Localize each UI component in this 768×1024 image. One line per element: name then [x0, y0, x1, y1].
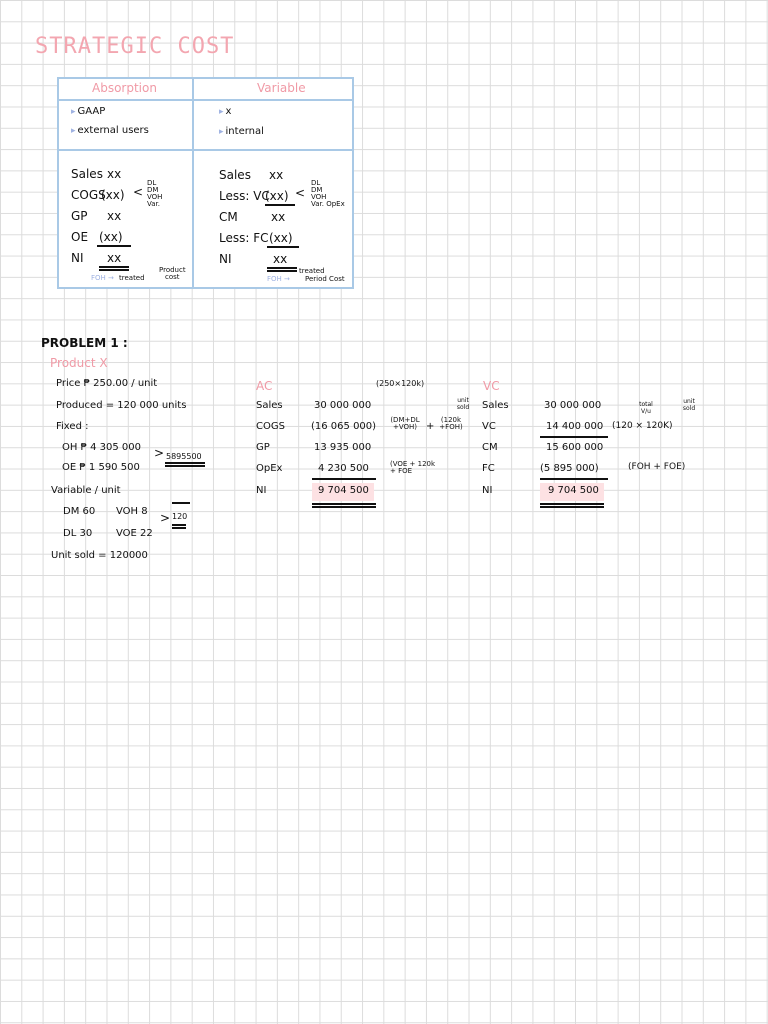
statement-label: GP — [71, 209, 88, 223]
vc-components: DL DM VOH Var. OpEx — [311, 179, 345, 208]
variable-dl: DL 30 — [63, 528, 93, 539]
underline — [540, 436, 608, 438]
unit-sold-note: unit sold — [456, 397, 470, 411]
ac-header: AC — [256, 379, 273, 393]
statement-value: xx — [273, 252, 288, 266]
ac-value: 30 000 000 — [314, 400, 372, 411]
total-note: total V/u — [639, 401, 653, 415]
ac-label: GP — [256, 442, 270, 453]
brace-icon: > — [160, 511, 171, 525]
arrow-icon: < — [295, 186, 306, 200]
brace-icon: > — [154, 446, 165, 460]
underline — [97, 245, 131, 247]
fixed-total: 5895500 — [166, 452, 202, 461]
absorption-point: ▸ external users — [71, 125, 149, 136]
double-underline — [540, 503, 604, 505]
statement-value: (xx) — [265, 189, 289, 203]
variable-voe: VOE 22 — [116, 528, 153, 539]
ac-label: Sales — [256, 400, 283, 411]
statement-value: (xx) — [269, 231, 293, 245]
vc-label: CM — [482, 442, 498, 453]
vc-value: 9 704 500 — [548, 485, 599, 496]
bullet-icon: ▸ — [219, 107, 224, 117]
ac-label: NI — [256, 485, 267, 496]
statement-label: Sales — [71, 167, 103, 181]
vc-label: FC — [482, 463, 495, 474]
variable-point: ▸ x — [219, 106, 232, 117]
treated-note: treated — [299, 267, 325, 275]
overline — [172, 502, 190, 504]
opex-note: (VOE + 120k + FOE — [390, 460, 436, 475]
vc-label: NI — [482, 485, 493, 496]
cogs-note: (DM+DL +VOH) — [390, 416, 420, 431]
double-underline — [165, 465, 205, 467]
ac-label: OpEx — [256, 463, 283, 474]
page-title: STRATEGIC COST — [35, 34, 235, 59]
double-underline — [267, 267, 297, 269]
double-underline — [540, 506, 604, 508]
price-line: Price ₱ 250.00 / unit — [56, 378, 158, 389]
underline — [267, 246, 299, 248]
statement-label: Sales — [219, 168, 251, 182]
variable-label: Variable / unit — [51, 485, 121, 496]
cost-type-note: Period Cost — [305, 275, 345, 283]
table-column-divider — [192, 79, 194, 287]
statement-value: xx — [107, 167, 122, 181]
statement-value: xx — [107, 251, 122, 265]
cost-type-note: Product cost — [159, 266, 186, 281]
absorption-header: Absorption — [92, 81, 157, 95]
fixed-oh: OH ₱ 4 305 000 — [62, 442, 142, 453]
table-divider — [59, 149, 352, 151]
bullet-icon: ▸ — [71, 126, 76, 136]
vc-value: 30 000 000 — [544, 400, 602, 411]
unit-sold-line: Unit sold = 120000 — [51, 550, 148, 561]
double-underline — [99, 266, 129, 268]
double-underline — [312, 503, 376, 505]
sales-note: (250×120k) — [376, 379, 425, 388]
variable-total: 120 — [172, 512, 188, 521]
underline — [540, 478, 608, 480]
variable-dm: DM 60 — [63, 506, 96, 517]
unit-sold-note: unit sold — [682, 398, 696, 412]
variable-voh: VOH 8 — [116, 506, 148, 517]
bullet-icon: ▸ — [71, 107, 76, 117]
double-underline — [267, 270, 297, 272]
table-divider — [59, 99, 352, 101]
vc-note: (120 × 120K) — [612, 421, 673, 431]
statement-label: NI — [219, 252, 232, 266]
cogs-note: (120k +FOH) — [439, 416, 463, 431]
fixed-label: Fixed : — [56, 421, 89, 432]
vc-value: (5 895 000) — [540, 463, 599, 474]
vc-value: 14 400 000 — [546, 421, 604, 432]
ac-value: 9 704 500 — [318, 485, 369, 496]
statement-value: xx — [269, 168, 284, 182]
underline — [265, 204, 295, 206]
statement-label: Less: FC — [219, 231, 269, 245]
statement-value: xx — [107, 209, 122, 223]
statement-label: OE — [71, 230, 89, 244]
fc-note: (FOH + FOE) — [628, 462, 686, 472]
double-underline — [172, 527, 186, 529]
ac-value: 13 935 000 — [314, 442, 372, 453]
vc-label: Sales — [482, 400, 509, 411]
plus-sign: + — [426, 421, 435, 432]
absorption-point: ▸ GAAP — [71, 106, 106, 117]
statement-label: COGS — [71, 188, 106, 202]
statement-value: xx — [271, 210, 286, 224]
vc-label: VC — [482, 421, 496, 432]
costing-comparison-table — [57, 77, 354, 289]
bullet-icon: ▸ — [219, 127, 224, 137]
arrow-icon: < — [133, 185, 144, 199]
variable-point: ▸ internal — [219, 126, 264, 137]
statement-label: Less: VC — [219, 189, 270, 203]
problem-heading: PROBLEM 1 : — [41, 336, 128, 350]
foh-note: FOH → — [267, 275, 290, 283]
product-label: Product X — [50, 356, 108, 370]
statement-value: (xx) — [99, 230, 123, 244]
statement-label: NI — [71, 251, 84, 265]
underline — [312, 478, 376, 480]
vc-value: 15 600 000 — [546, 442, 604, 453]
fixed-oe: OE ₱ 1 590 500 — [62, 462, 140, 473]
statement-label: CM — [219, 210, 238, 224]
foh-note: FOH → — [91, 274, 114, 282]
variable-header: Variable — [257, 81, 306, 95]
ac-label: COGS — [256, 421, 285, 432]
cogs-components: DL DM VOH Var. — [147, 179, 163, 208]
produced-line: Produced = 120 000 units — [56, 400, 187, 411]
vc-header: VC — [483, 379, 500, 393]
double-underline — [312, 506, 376, 508]
statement-value: (xx) — [101, 188, 125, 202]
double-underline — [172, 524, 186, 526]
treated-note: treated — [119, 274, 145, 282]
double-underline — [99, 269, 129, 271]
ac-value: (16 065 000) — [311, 421, 377, 432]
ac-value: 4 230 500 — [318, 463, 369, 474]
double-underline — [165, 462, 205, 464]
